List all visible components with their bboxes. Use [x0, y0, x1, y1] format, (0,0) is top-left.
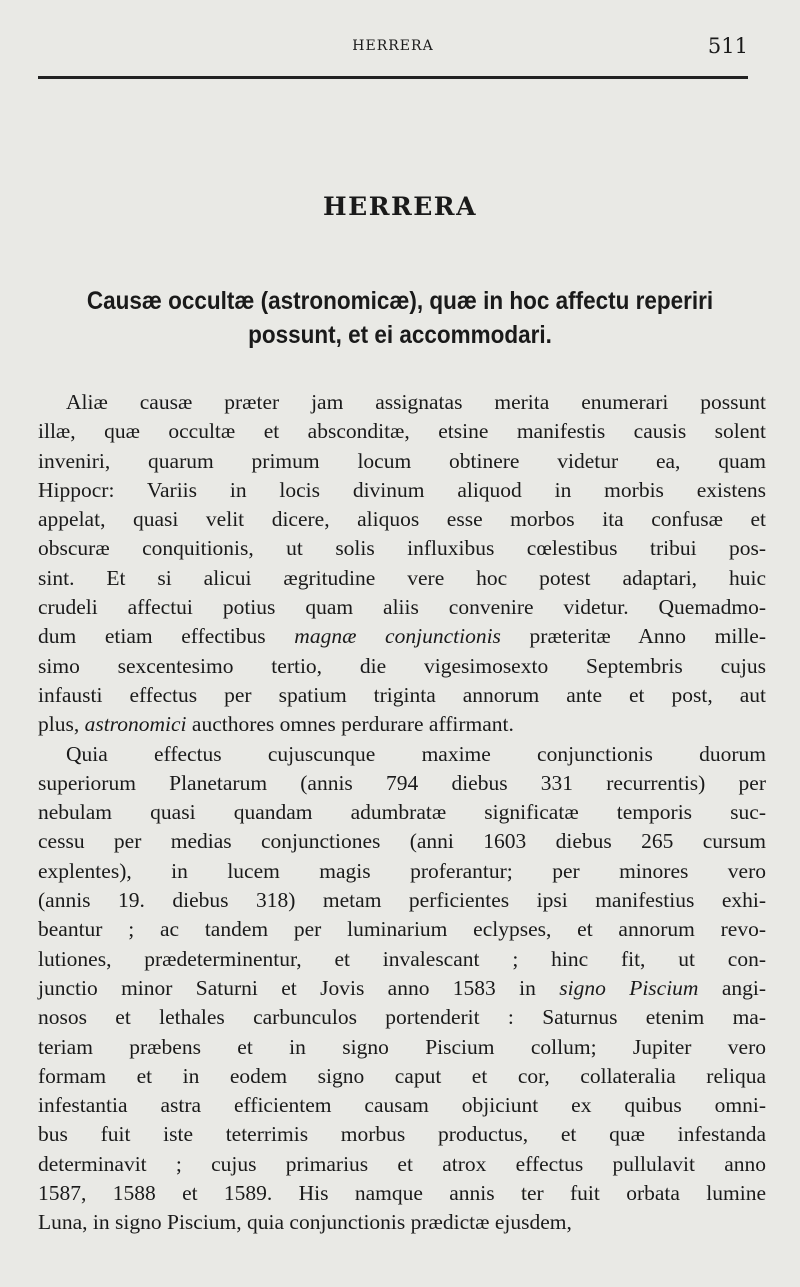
chapter-title: HERRERA: [323, 192, 477, 221]
text-line: [38, 1062, 766, 1091]
text-run: superiorum Planetarum (annis 794 diebus 331 recurrentis) per: [38, 770, 766, 795]
text-line: [38, 505, 766, 534]
text-run: illæ, quæ occultæ et absconditæ, etsine manifestis causis solent: [38, 419, 766, 444]
text-run: inveniri, quarum primum locum obtinere videtur ea, quam: [38, 448, 766, 473]
text-run: infestantia astra efficientem causam objiciunt ex quibus omni-: [38, 1093, 766, 1118]
text-line: [38, 476, 766, 505]
italic-run: astronomici: [84, 712, 187, 737]
italic-run: magnæ conjunctionis: [294, 624, 501, 649]
text-run: bus fuit iste teterrimis morbus productus, et quæ infestanda: [38, 1122, 766, 1147]
text-run: crudeli affectui potius quam aliis convenire videtur. Quemadmo-: [38, 595, 766, 620]
running-title: HERRERA: [352, 38, 434, 54]
header-rule: [38, 76, 748, 79]
text-line: [38, 593, 766, 622]
text-run: angi-: [698, 975, 766, 1000]
text-run: formam et in eodem signo caput et cor, collateralia reliqua: [38, 1063, 766, 1088]
text-line: [38, 857, 766, 886]
page-number: 511: [707, 34, 748, 58]
text-run: aucthores omnes perdurare affirmant.: [186, 712, 514, 737]
text-run: simo sexcentesimo tertio, die vigesimosexto Septembris cujus: [38, 653, 766, 678]
text-run: appelat, quasi velit dicere, aliquos esse morbos ita confusæ et: [38, 507, 766, 532]
text-line: [38, 945, 766, 974]
text-line: [38, 1208, 766, 1237]
text-run: explentes), in lucem magis proferantur; per minores vero: [38, 858, 766, 883]
text-run: teriam præbens et in signo Piscium collum; Jupiter vero: [38, 1034, 766, 1059]
text-run: beantur ; ac tandem per luminarium eclypses, et annorum revo-: [38, 917, 766, 942]
text-line: [38, 622, 766, 651]
text-run: plus,: [38, 712, 85, 737]
text-line: [38, 798, 766, 827]
text-line: [38, 974, 766, 1003]
text-line: [38, 417, 766, 446]
text-run: cessu per medias conjunctiones (anni 1603 diebus 265 cursum: [38, 829, 766, 854]
text-run: junctio minor Saturni et Jovis anno 1583 in: [38, 975, 560, 1000]
text-run: dum etiam effectibus: [38, 624, 295, 649]
text-line: [38, 827, 766, 856]
text-line: [38, 915, 766, 944]
text-run: determinavit ; cujus primarius et atrox effectus pullulavit anno: [38, 1151, 766, 1176]
text-line: [38, 1003, 766, 1032]
text-run: Aliæ causæ præter jam assignatas merita enumerari possunt: [66, 390, 766, 414]
text-run: sint. Et si alicui ægritudine vere hoc potest adaptari, huic: [38, 565, 766, 590]
text-line: [38, 534, 766, 563]
running-header: [38, 34, 748, 64]
text-line: [38, 681, 766, 710]
text-run: præteritæ Anno mille-: [500, 624, 766, 649]
section-heading-line: Causæ occultæ (astronomicæ), quæ in hoc affectu reperiri: [86, 287, 714, 315]
section-heading-line: possunt, et ei accommodari.: [248, 321, 552, 349]
text-line: [38, 1033, 766, 1062]
text-run: 1587, 1588 et 1589. His namque annis ter fuit orbata lumine: [38, 1181, 766, 1206]
text-line: [38, 564, 766, 593]
text-line: [38, 740, 766, 769]
text-run: (annis 19. diebus 318) metam perficientes ipsi manifestius exhi-: [38, 888, 766, 913]
text-run: nebulam quasi quandam adumbratæ significatæ temporis suc-: [38, 800, 766, 825]
section-heading: [76, 284, 724, 352]
text-line: [38, 1091, 766, 1120]
text-line: [38, 769, 766, 798]
text-line: [38, 886, 766, 915]
text-run: lutiones, prædeterminentur, et invalescant ; hinc fit, ut con-: [38, 946, 766, 971]
text-run: Hippocr: Variis in locis divinum aliquod in morbis existens: [38, 477, 766, 502]
text-run: nosos et lethales carbunculos portenderit : Saturnus etenim ma-: [38, 1005, 766, 1030]
text-line: [38, 1179, 766, 1208]
text-line: [38, 1150, 766, 1179]
text-run: Quia effectus cujuscunque maxime conjunctionis duorum: [66, 741, 766, 766]
text-line: [38, 388, 766, 417]
text-line: [38, 710, 766, 739]
text-line: [38, 447, 766, 476]
text-run: Luna, in signo Piscium, quia conjunctionis prædictæ ejusdem,: [38, 1210, 572, 1235]
text-line: [38, 1120, 766, 1149]
italic-run: signo Piscium: [559, 975, 699, 1000]
text-line: [38, 652, 766, 681]
text-run: infausti effectus per spatium triginta annorum ante et post, aut: [38, 682, 766, 707]
text-run: obscuræ conquitionis, ut solis influxibus cœlestibus tribui pos-: [38, 536, 766, 561]
body-text: [38, 388, 766, 1238]
